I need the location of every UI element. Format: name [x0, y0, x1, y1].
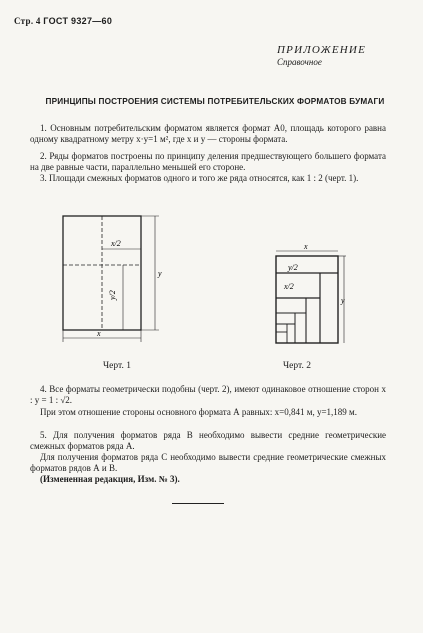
fig1-y-label: y	[158, 269, 162, 278]
appendix-title: ПРИЛОЖЕНИЕ	[277, 44, 366, 56]
paragraph-2: 2. Ряды форматов построены по принципу деления предшествующего большего формата на две равные части, параллельно меньшей его стороне.	[30, 151, 386, 173]
figure-2-diagram	[268, 243, 348, 348]
fig2-y-label: y	[341, 296, 345, 305]
paragraph-5: 5. Для получения форматов ряда В необходимо вывести средние геометрические смежных форматов ряда А.	[30, 430, 386, 452]
fig1-y-half-label: y/2	[108, 290, 117, 300]
appendix-subtitle: Справочное	[277, 57, 322, 67]
section-heading: ПРИНЦИПЫ ПОСТРОЕНИЯ СИСТЕМЫ ПОТРЕБИТЕЛЬСКИХ ФОРМАТОВ БУМАГИ	[45, 97, 385, 106]
fig2-y-half-label: y/2	[288, 263, 298, 272]
paragraph-4: 4. Все форматы геометрически подобны (черт. 2), имеют одинаковое отношение сторон x : y = 1 : √2.	[30, 384, 386, 406]
paragraph-4-ratio: При этом отношение стороны основного формата А равных: x=0,841 м, y=1,189 м.	[40, 407, 357, 417]
paragraph-3: 3. Площади смежных форматов одного и того же ряда относятся, как 1 : 2 (черт. 1).	[40, 173, 359, 183]
figure-2-caption: Черт. 2	[283, 361, 311, 371]
figure-1-caption: Черт. 1	[103, 361, 131, 371]
fig1-x-label: x	[97, 329, 101, 338]
figure-1-diagram	[55, 208, 175, 348]
appendix-label	[277, 44, 377, 67]
fig2-x-half-label: x/2	[284, 282, 294, 291]
paragraph-5-c-series: Для получения форматов ряда С необходимо вывести средние геометрические смежных форматов рядов А и В.	[30, 452, 386, 474]
amendment-note: (Измененная редакция, Изм. № 3).	[40, 474, 180, 484]
paragraph-1: 1. Основным потребительским форматом является формат А0, площадь которого равна одному квадратному метру x·y=1 м², где x и y — стороны формата.	[30, 123, 386, 145]
fig2-x-label: x	[304, 243, 308, 251]
standard-number: ГОСТ 9327—60	[43, 16, 113, 26]
page-number: Стр. 4	[14, 16, 41, 26]
end-rule	[172, 503, 224, 504]
page-header	[14, 16, 112, 26]
fig1-x-half-label: x/2	[111, 239, 121, 248]
